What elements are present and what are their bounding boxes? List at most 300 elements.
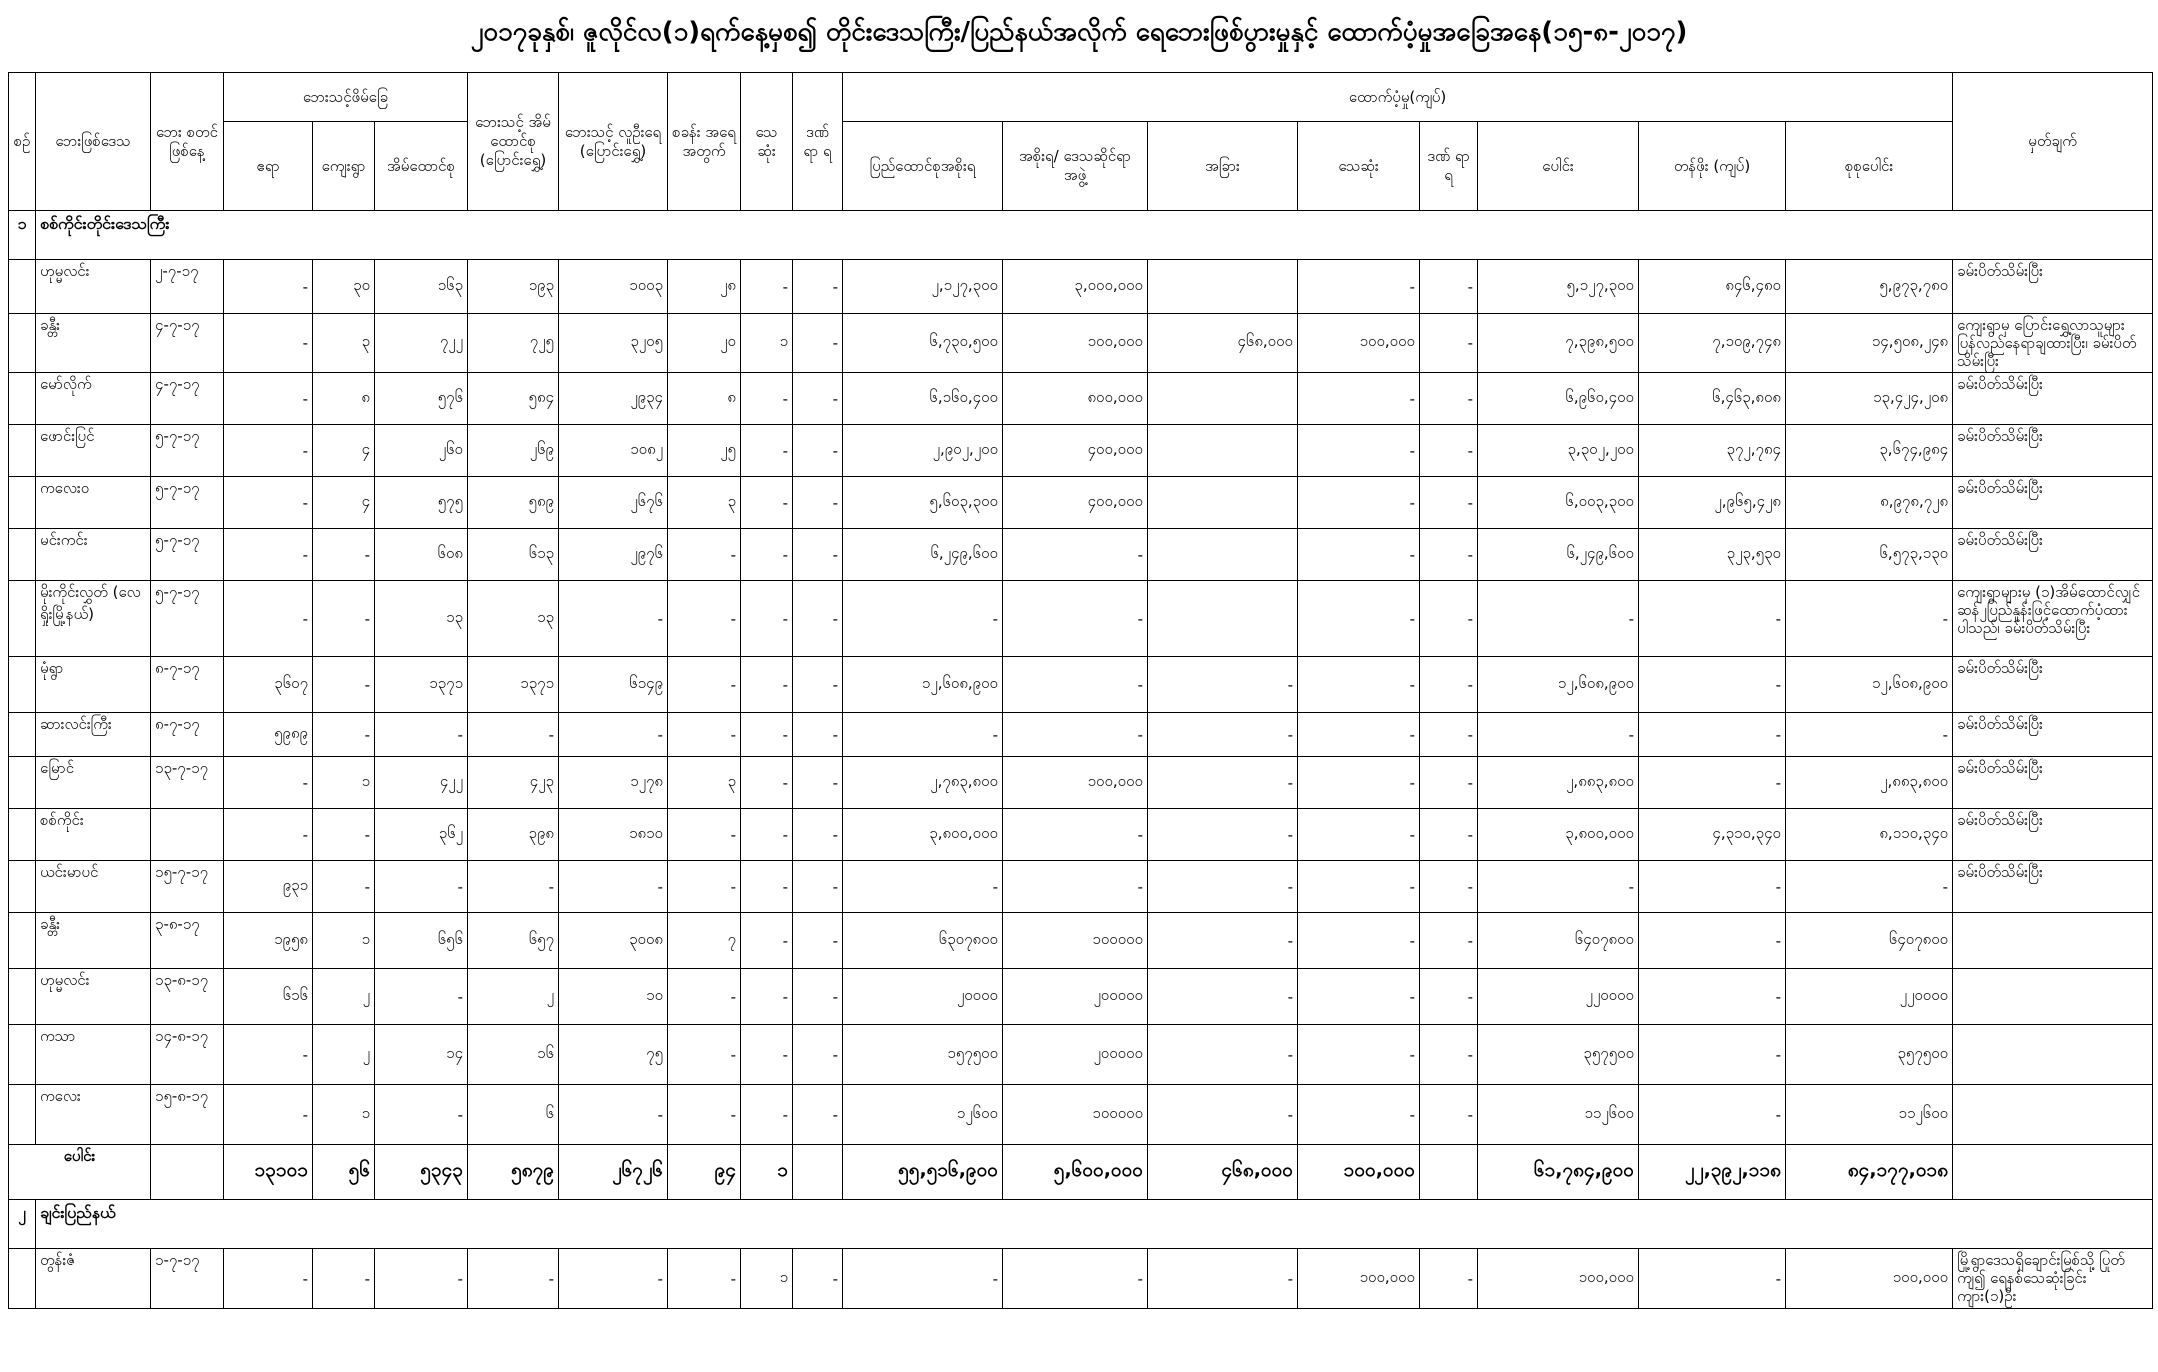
value-cell: ၈,၁၁၀,၃၄၀ xyxy=(1786,809,1953,861)
remarks-cell xyxy=(1953,913,2153,969)
table-row xyxy=(9,529,2153,581)
value-cell: - xyxy=(1298,529,1420,581)
value-cell: - xyxy=(1148,1249,1298,1309)
value-cell: - xyxy=(375,1085,468,1145)
value-cell: - xyxy=(793,314,843,373)
value-cell: - xyxy=(668,969,741,1025)
remarks-cell xyxy=(1953,969,2153,1025)
value-cell: - xyxy=(1298,425,1420,477)
value-cell: - xyxy=(668,809,741,861)
remarks-cell: ခမ်းပိတ်သိမ်းပြီး xyxy=(1953,477,2153,529)
value-cell: - xyxy=(1298,809,1420,861)
date-cell: ၁၃-၇-၁၇ xyxy=(151,757,224,809)
value-cell: ၁၀၀,၀၀၀ xyxy=(1003,314,1148,373)
value-cell: ၁၃ xyxy=(468,581,559,657)
value-cell: - xyxy=(224,1025,313,1085)
value-cell: ၁ xyxy=(313,1085,375,1145)
value-cell: - xyxy=(1148,1025,1298,1085)
value-cell: ၆၁၃ xyxy=(468,529,559,581)
total-value-cell: ၂၂,၃၉၂,၁၁၈ xyxy=(1639,1145,1786,1200)
total-value-cell: ၉၄ xyxy=(668,1145,741,1200)
value-cell: ၇၂၅ xyxy=(468,314,559,373)
section-no: ၁ xyxy=(9,211,36,260)
value-cell: - xyxy=(741,809,793,861)
date-cell: ၃-၈-၁၇ xyxy=(151,913,224,969)
value-cell: - xyxy=(1420,529,1478,581)
value-cell: - xyxy=(793,425,843,477)
value-cell: - xyxy=(1420,861,1478,913)
value-cell: - xyxy=(793,861,843,913)
value-cell: - xyxy=(843,1249,1003,1309)
value-cell: - xyxy=(468,713,559,757)
value-cell: - xyxy=(375,861,468,913)
value-cell: ၅,၆၀၃,၃၀၀ xyxy=(843,477,1003,529)
total-value-cell xyxy=(793,1145,843,1200)
header-union: ပြည်ထောင်စုအစိုးရ xyxy=(843,122,1003,211)
value-cell: ၂၅ xyxy=(668,425,741,477)
value-cell: - xyxy=(224,1085,313,1145)
table-row xyxy=(9,581,2153,657)
total-value-cell: ၅,၆၀၀,၀၀၀ xyxy=(1003,1145,1148,1200)
header-affected-persons: ဘေးသင့် အိမ် ထောင်စု (ပြောင်းရွှေ့) xyxy=(468,73,559,211)
value-cell: ၃,၈၀၀,၀၀၀ xyxy=(1478,809,1639,861)
value-cell: - xyxy=(668,1085,741,1145)
value-cell: - xyxy=(741,373,793,425)
table-row xyxy=(9,1025,2153,1085)
table-row xyxy=(9,373,2153,425)
value-cell: - xyxy=(1420,809,1478,861)
row-no-cell xyxy=(9,529,36,581)
value-cell: ၁၉၅၈ xyxy=(224,913,313,969)
value-cell: ၈၀၀,၀၀၀ xyxy=(1003,373,1148,425)
value-cell: - xyxy=(793,477,843,529)
value-cell: ၆၄၀၇၈၀၀ xyxy=(1786,913,1953,969)
header-affected-group: ဘေးသင့်ဖိမ်ခြေ xyxy=(224,73,468,122)
date-cell: ၄-၇-၁၇ xyxy=(151,314,224,373)
value-cell: ၁ xyxy=(741,314,793,373)
value-cell: ၁၅၇၅၀၀ xyxy=(843,1025,1003,1085)
value-cell: ၂၆၇၆ xyxy=(559,477,668,529)
header-value: တန်ဖိုး (ကျပ်) xyxy=(1639,122,1786,211)
value-cell: ၅,၁၂၇,၃၀၀ xyxy=(1478,260,1639,314)
area-cell: ယင်းမာပင် xyxy=(36,861,151,913)
table-body xyxy=(9,211,2153,1309)
date-cell: ၁-၇-၁၇ xyxy=(151,1249,224,1309)
value-cell: ၁ xyxy=(741,1249,793,1309)
area-cell: ဟုမ္မလင်း xyxy=(36,260,151,314)
remarks-cell: ခမ်းပိတ်သိမ်းပြီး xyxy=(1953,529,2153,581)
value-cell: ၃၆၀၇ xyxy=(224,657,313,713)
value-cell: ၇၅ xyxy=(559,1025,668,1085)
value-cell: - xyxy=(741,657,793,713)
total-value-cell: ၄၆၈,၀၀၀ xyxy=(1148,1145,1298,1200)
header-acres: ဧရာ xyxy=(224,122,313,211)
value-cell: ၈ xyxy=(313,373,375,425)
date-cell xyxy=(151,809,224,861)
value-cell: - xyxy=(1639,1249,1786,1309)
value-cell: ၂,၈၈၃,၈၀၀ xyxy=(1478,757,1639,809)
value-cell: ၂၂၀၀၀၀ xyxy=(1786,969,1953,1025)
value-cell: ၄ xyxy=(313,425,375,477)
section-name: ချင်းပြည်နယ် xyxy=(36,1200,2153,1249)
value-cell xyxy=(1148,373,1298,425)
value-cell: ၁၃,၄၂၄,၂၀၈ xyxy=(1786,373,1953,425)
value-cell: - xyxy=(1420,913,1478,969)
value-cell: - xyxy=(1148,657,1298,713)
value-cell: ၆၅၆ xyxy=(375,913,468,969)
value-cell: ၅၇၆ xyxy=(375,373,468,425)
value-cell: ၆၁၄၉ xyxy=(559,657,668,713)
value-cell: - xyxy=(668,529,741,581)
value-cell: ၆ xyxy=(468,1085,559,1145)
value-cell: ၃၆၂ xyxy=(375,809,468,861)
value-cell: - xyxy=(668,861,741,913)
area-cell: ခန္တီး xyxy=(36,314,151,373)
value-cell: ၁၀၀၀၀၀ xyxy=(1003,913,1148,969)
value-cell: ၈၄၆,၄၈၀ xyxy=(1639,260,1786,314)
value-cell: - xyxy=(1420,1249,1478,1309)
value-cell: ၇,၁၀၉,၇၄၈ xyxy=(1639,314,1786,373)
value-cell: - xyxy=(313,861,375,913)
value-cell: - xyxy=(843,581,1003,657)
value-cell: ၁၃၇၁ xyxy=(468,657,559,713)
total-value-cell: ၂၆၇၂၆ xyxy=(559,1145,668,1200)
value-cell: ၁၆၃ xyxy=(375,260,468,314)
value-cell: ၃,၈၀၀,၀၀၀ xyxy=(843,809,1003,861)
value-cell: ၃ xyxy=(668,477,741,529)
value-cell: ၂၀၀၀၀ xyxy=(843,969,1003,1025)
value-cell: - xyxy=(793,713,843,757)
row-no-cell xyxy=(9,913,36,969)
value-cell: ၂,၉၆၅,၄၂၈ xyxy=(1639,477,1786,529)
value-cell: - xyxy=(1298,373,1420,425)
date-cell: ၂-၇-၁၇ xyxy=(151,260,224,314)
value-cell xyxy=(1148,425,1298,477)
value-cell: - xyxy=(1639,1025,1786,1085)
table-row xyxy=(9,969,2153,1025)
value-cell: ၆,၁၆၀,၄၀၀ xyxy=(843,373,1003,425)
value-cell: ၉၃၁ xyxy=(224,861,313,913)
area-cell: မိုးကိုင်းလွှတ် (လေရှိုးမြို့နယ်) xyxy=(36,581,151,657)
remarks-cell: ခမ်းပိတ်သိမ်းပြီး xyxy=(1953,809,2153,861)
value-cell: ၂,၁၂၇,၃၀၀ xyxy=(843,260,1003,314)
remarks-cell: ခမ်းပိတ်သိမ်းပြီး xyxy=(1953,713,2153,757)
value-cell: - xyxy=(741,713,793,757)
date-cell: ၁၃-၈-၁၇ xyxy=(151,969,224,1025)
row-no-cell xyxy=(9,260,36,314)
value-cell: - xyxy=(1639,969,1786,1025)
area-cell: တွန်းဇံ xyxy=(36,1249,151,1309)
value-cell: - xyxy=(741,529,793,581)
value-cell: ၂ xyxy=(313,969,375,1025)
table-row xyxy=(9,477,2153,529)
header-date: ဘေး စတင် ဖြစ်နေ့ xyxy=(151,73,224,211)
value-cell: ၅၉၈၉ xyxy=(224,713,313,757)
value-cell: - xyxy=(313,529,375,581)
total-value-cell: ၅၃၄၃ xyxy=(375,1145,468,1200)
value-cell: - xyxy=(1003,861,1148,913)
table-row xyxy=(9,1085,2153,1145)
header-remarks: မှတ်ချက် xyxy=(1953,73,2153,211)
date-cell: ၈-၇-၁၇ xyxy=(151,713,224,757)
value-cell: ၂၀၀၀၀၀ xyxy=(1003,1025,1148,1085)
value-cell: - xyxy=(468,861,559,913)
value-cell: ၅၇၅ xyxy=(375,477,468,529)
date-cell: ၁၄-၈-၁၇ xyxy=(151,1025,224,1085)
value-cell: - xyxy=(313,657,375,713)
value-cell: - xyxy=(741,1025,793,1085)
total-value-cell xyxy=(1420,1145,1478,1200)
value-cell: - xyxy=(843,861,1003,913)
value-cell: - xyxy=(375,1249,468,1309)
value-cell: - xyxy=(741,913,793,969)
value-cell: ၁၀၈၂ xyxy=(559,425,668,477)
value-cell: ၂၈ xyxy=(668,260,741,314)
value-cell: ၁၄,၅၀၈,၂၄၈ xyxy=(1786,314,1953,373)
row-no-cell xyxy=(9,425,36,477)
area-cell: ကလေးဝ xyxy=(36,477,151,529)
value-cell: - xyxy=(741,425,793,477)
remarks-cell: ခမ်းပိတ်သိမ်းပြီး xyxy=(1953,373,2153,425)
value-cell: - xyxy=(741,477,793,529)
value-cell: - xyxy=(1148,713,1298,757)
value-cell: - xyxy=(313,581,375,657)
date-cell: ၅-၇-၁၇ xyxy=(151,581,224,657)
area-cell: ဆားလင်းကြီး xyxy=(36,713,151,757)
header-total: ပေါင်း xyxy=(1478,122,1639,211)
value-cell: ၅၈၄ xyxy=(468,373,559,425)
value-cell: - xyxy=(1420,1085,1478,1145)
remarks-cell xyxy=(1953,1025,2153,1085)
value-cell: - xyxy=(313,1249,375,1309)
row-no-cell xyxy=(9,757,36,809)
value-cell: ၂၉၃၄ xyxy=(559,373,668,425)
remarks-cell: ခမ်းပိတ်သိမ်းပြီး xyxy=(1953,861,2153,913)
value-cell: ၆၃၀၇၈၀၀ xyxy=(843,913,1003,969)
value-cell: ၄၂၂ xyxy=(375,757,468,809)
row-no-cell xyxy=(9,314,36,373)
value-cell: - xyxy=(1420,757,1478,809)
value-cell: ၇၂၂ xyxy=(375,314,468,373)
row-no-cell xyxy=(9,1025,36,1085)
area-cell: မော်လိုက် xyxy=(36,373,151,425)
value-cell: - xyxy=(1478,581,1639,657)
section-name: စစ်ကိုင်းတိုင်းဒေသကြီး xyxy=(36,211,2153,260)
value-cell: ၁၃၇၁ xyxy=(375,657,468,713)
value-cell: ၁၂၆၀၀ xyxy=(843,1085,1003,1145)
value-cell: - xyxy=(224,314,313,373)
value-cell: - xyxy=(1639,757,1786,809)
table-row xyxy=(9,1249,2153,1309)
value-cell: ၃,၃၀၂,၂၀၀ xyxy=(1478,425,1639,477)
area-cell: စစ်ကိုင်း xyxy=(36,809,151,861)
value-cell: - xyxy=(1298,1085,1420,1145)
value-cell: - xyxy=(1420,1025,1478,1085)
remarks-cell: ခမ်းပိတ်သိမ်းပြီး xyxy=(1953,657,2153,713)
section-no: ၂ xyxy=(9,1200,36,1249)
value-cell: ၁၉၃ xyxy=(468,260,559,314)
value-cell: - xyxy=(1148,861,1298,913)
value-cell: ၂ xyxy=(468,969,559,1025)
value-cell: ၆၄၀၇၈၀၀ xyxy=(1478,913,1639,969)
header-area: ဘေးဖြစ်ဒေသ xyxy=(36,73,151,211)
value-cell: ၁၀၀,၀၀၀ xyxy=(1003,757,1148,809)
value-cell: - xyxy=(1003,657,1148,713)
value-cell: - xyxy=(559,713,668,757)
value-cell: ၃၅၇၅၀၀ xyxy=(1478,1025,1639,1085)
value-cell: ၂ xyxy=(313,1025,375,1085)
value-cell: ၁၂၇၈ xyxy=(559,757,668,809)
date-cell: ၈-၇-၁၇ xyxy=(151,657,224,713)
row-no-cell xyxy=(9,373,36,425)
total-value-cell: ၅၅,၅၁၆,၉၀၀ xyxy=(843,1145,1003,1200)
value-cell: - xyxy=(559,581,668,657)
value-cell xyxy=(1148,260,1298,314)
date-cell: ၄-၇-၁၇ xyxy=(151,373,224,425)
value-cell: - xyxy=(1003,713,1148,757)
value-cell: ၄၀၀,၀၀၀ xyxy=(1003,477,1148,529)
value-cell: - xyxy=(468,1249,559,1309)
remarks-cell: ခမ်းပိတ်သိမ်းပြီး xyxy=(1953,757,2153,809)
value-cell: - xyxy=(793,969,843,1025)
value-cell: - xyxy=(313,809,375,861)
value-cell: ၃၀ xyxy=(313,260,375,314)
total-value-cell: ၅၈၇၉ xyxy=(468,1145,559,1200)
value-cell: - xyxy=(224,373,313,425)
value-cell: ၃၅၇၅၀၀ xyxy=(1786,1025,1953,1085)
value-cell: ၆,၂၄၉,၆၀၀ xyxy=(1478,529,1639,581)
value-cell: ၈,၉၇၈,၇၂၈ xyxy=(1786,477,1953,529)
total-date-cell xyxy=(151,1145,224,1200)
value-cell: ၃၇၂,၇၈၄ xyxy=(1639,425,1786,477)
value-cell: - xyxy=(1420,581,1478,657)
value-cell: - xyxy=(1148,969,1298,1025)
value-cell: - xyxy=(1148,1085,1298,1145)
value-cell: - xyxy=(224,477,313,529)
value-cell: - xyxy=(224,757,313,809)
value-cell: ၆,၀၀၃,၃၀၀ xyxy=(1478,477,1639,529)
value-cell: ၆,၂၄၉,၆၀၀ xyxy=(843,529,1003,581)
value-cell: - xyxy=(224,260,313,314)
value-cell: ၆၀၈ xyxy=(375,529,468,581)
area-cell: ခန္တီး xyxy=(36,913,151,969)
value-cell: ၁၀ xyxy=(559,969,668,1025)
value-cell: ၂,၈၈၃,၈၀၀ xyxy=(1786,757,1953,809)
value-cell: ၁၀၀၃ xyxy=(559,260,668,314)
area-cell: ဟုမ္မလင်း xyxy=(36,969,151,1025)
value-cell: - xyxy=(1003,809,1148,861)
area-cell: မြောင် xyxy=(36,757,151,809)
value-cell: ၃၂၃,၅၃၀ xyxy=(1639,529,1786,581)
value-cell: ၆,၅၇၃,၁၃၀ xyxy=(1786,529,1953,581)
value-cell: - xyxy=(224,1249,313,1309)
value-cell: ၆,၄၆၃,၈၀၈ xyxy=(1639,373,1786,425)
header-persons-moved: ဘေးသင့် လူဦးရေ (ပြောင်းရွှေ့) xyxy=(559,73,668,211)
table-row xyxy=(9,861,2153,913)
value-cell: - xyxy=(741,969,793,1025)
remarks-cell: ခမ်းပိတ်သိမ်းပြီး xyxy=(1953,425,2153,477)
value-cell: - xyxy=(224,809,313,861)
header-deceased-support: သေဆုံး xyxy=(1298,122,1420,211)
value-cell: - xyxy=(1639,861,1786,913)
value-cell: - xyxy=(224,581,313,657)
value-cell: ၁၁၂၆၀၀ xyxy=(1478,1085,1639,1145)
value-cell: - xyxy=(741,861,793,913)
header-others: အခြား xyxy=(1148,122,1298,211)
total-value-cell: ၅၆ xyxy=(313,1145,375,1200)
value-cell: - xyxy=(1639,713,1786,757)
value-cell: - xyxy=(559,1085,668,1145)
value-cell: - xyxy=(1639,913,1786,969)
value-cell: - xyxy=(224,529,313,581)
value-cell: ၆၁၆ xyxy=(224,969,313,1025)
remarks-cell: မြို့ရွာဒေသရှိချောင်းမြစ်သို့ ပြုတ်ကျ၍ ရေနစ်သေဆုံးခြင်း ကျား(၁)ဦး xyxy=(1953,1249,2153,1309)
total-row xyxy=(9,1145,2153,1200)
value-cell: ၁၄ xyxy=(375,1025,468,1085)
remarks-cell: ကျေးရွာမှ ပြောင်းရွှေ့လာသူများ ပြန်လည်နေရာချထားပြီး၊ ခမ်းပိတ်သိမ်းပြီး xyxy=(1953,314,2153,373)
value-cell: ၁၀၀,၀၀၀ xyxy=(1478,1249,1639,1309)
total-value-cell: ၁၃၁၀၁ xyxy=(224,1145,313,1200)
remarks-cell: ကျေးရွာများမှ (၁)အိမ်ထောင်လျှင် ဆန်၂ပြည်နှုန်းဖြင့်ထောက်ပံ့ထားပါသည်၊ ခမ်းပိတ်သိမ်းပြီး xyxy=(1953,581,2153,657)
value-cell: - xyxy=(1420,260,1478,314)
value-cell: ၁၆ xyxy=(468,1025,559,1085)
value-cell: ၅,၉၇၃,၇၈၀ xyxy=(1786,260,1953,314)
value-cell: ၁၂,၆၀၈,၉၀၀ xyxy=(843,657,1003,713)
total-value-cell: ၆၁,၇၈၄,၉၀၀ xyxy=(1478,1145,1639,1200)
table-row xyxy=(9,314,2153,373)
value-cell: - xyxy=(793,809,843,861)
area-cell: မုံရွာ xyxy=(36,657,151,713)
table-row xyxy=(9,713,2153,757)
value-cell: - xyxy=(793,1085,843,1145)
value-cell: - xyxy=(793,1025,843,1085)
value-cell: - xyxy=(1478,713,1639,757)
value-cell: - xyxy=(1639,657,1786,713)
row-no-cell xyxy=(9,657,36,713)
value-cell: ၃,၆၇၄,၉၈၄ xyxy=(1786,425,1953,477)
value-cell: - xyxy=(1420,969,1478,1025)
value-cell: - xyxy=(741,581,793,657)
header-no: စဉ် xyxy=(9,73,36,211)
value-cell xyxy=(1148,529,1298,581)
value-cell: ၂၆၉ xyxy=(468,425,559,477)
total-label: ပေါင်း xyxy=(9,1145,151,1200)
header-camps: စခန်း အရေ အတွက် xyxy=(668,73,741,211)
value-cell: - xyxy=(741,1085,793,1145)
value-cell: - xyxy=(1786,861,1953,913)
page-title: ၂၀၁၇ခုနှစ်၊ ဇူလိုင်လ(၁)ရက်နေ့မှစ၍ တိုင်းဒေသကြီး/ပြည်နယ်အလိုက် ရေဘေးဖြစ်ပွားမှုနှင့် ထောက်ပံ့မှုအခြေအနေ(၁၅-၈-၂၀၁၇) xyxy=(470,17,1688,47)
value-cell: ၄၂၃ xyxy=(468,757,559,809)
value-cell: - xyxy=(1003,529,1148,581)
value-cell: ၄၆၈,၀၀၀ xyxy=(1148,314,1298,373)
value-cell: - xyxy=(559,1249,668,1309)
value-cell: ၄ xyxy=(313,477,375,529)
value-cell: - xyxy=(1420,477,1478,529)
row-no-cell xyxy=(9,477,36,529)
table-row xyxy=(9,809,2153,861)
value-cell: - xyxy=(1298,581,1420,657)
value-cell: ၂၆၀ xyxy=(375,425,468,477)
value-cell: - xyxy=(741,260,793,314)
value-cell: - xyxy=(1420,657,1478,713)
value-cell: - xyxy=(1148,913,1298,969)
value-cell: - xyxy=(793,529,843,581)
header-deaths: သေ ဆုံး xyxy=(741,73,793,211)
value-cell: ၄၀၀,၀၀၀ xyxy=(1003,425,1148,477)
value-cell: ၁၀၀,၀၀၀ xyxy=(1298,314,1420,373)
area-cell: ဖောင်းပြင် xyxy=(36,425,151,477)
value-cell: ၃၂၀၅ xyxy=(559,314,668,373)
